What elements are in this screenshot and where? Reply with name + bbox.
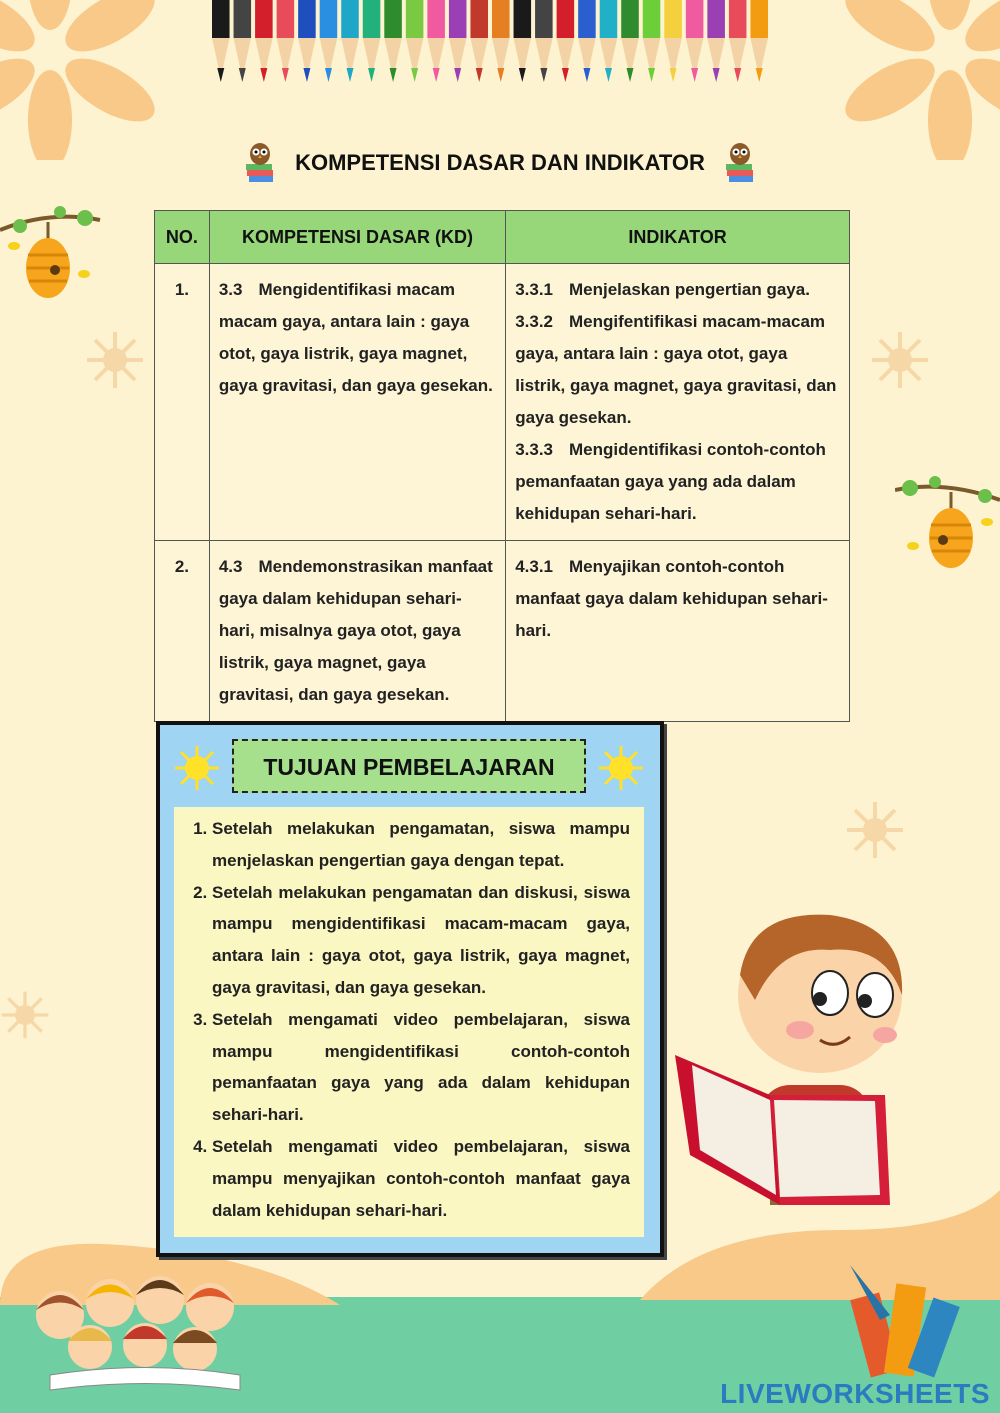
pencil-body <box>492 0 510 38</box>
pencil-tip <box>303 68 310 82</box>
pencil-tip <box>519 68 526 82</box>
flower-decoration-top-right <box>840 0 1000 160</box>
children-group <box>20 1265 270 1400</box>
faint-sun-decoration <box>845 800 905 860</box>
kd-cell <box>209 541 505 722</box>
table-row <box>155 264 850 541</box>
indicator-cell <box>506 264 850 541</box>
list-item: 3. Setelah mengamati video pembelajaran, siswa mampu mengidentifikasi contoh-contoh pemanfaatan gaya yang ada dalam kehidupan sehari-hari. <box>212 1004 630 1131</box>
pencil-body <box>234 0 252 38</box>
indicator-text: Menjelaskan pengertian gaya. <box>569 280 810 299</box>
pencil-body <box>470 0 488 38</box>
pencil-body <box>363 0 381 38</box>
pencil-body <box>707 0 725 38</box>
pencil-tip <box>433 68 440 82</box>
pencil-tip <box>605 68 612 82</box>
pencil-tip <box>648 68 655 82</box>
kd-indicator-table <box>154 210 850 722</box>
pencil-body <box>384 0 402 38</box>
kd-code: 3.3 <box>218 280 243 299</box>
pencil-tip <box>411 68 418 82</box>
row-number: 2. <box>155 541 210 722</box>
indicator-code: 4.3.1 <box>515 557 553 576</box>
sun-icon <box>174 745 220 791</box>
pencil-tip <box>476 68 483 82</box>
pencil-body <box>406 0 424 38</box>
pencil-body <box>535 0 553 38</box>
row-number: 1. <box>155 264 210 541</box>
pencil-tip <box>390 68 397 82</box>
footer-brand: LIVEWORKSHEETS <box>720 1378 990 1409</box>
pencil-tip <box>347 68 354 82</box>
pencil-body <box>729 0 747 38</box>
pencil-tip <box>691 68 698 82</box>
pencil-body <box>643 0 661 38</box>
pencil-body <box>750 0 768 38</box>
faint-sun-decoration <box>870 330 930 390</box>
pencil-body <box>557 0 575 38</box>
indicator-item <box>515 434 840 530</box>
pencil-tip <box>756 68 763 82</box>
pencil-tip <box>713 68 720 82</box>
pencil-body <box>514 0 532 38</box>
pencil-body <box>686 0 704 38</box>
tujuan-list-panel <box>174 807 644 1237</box>
indicator-cell <box>506 541 850 722</box>
pencil-body <box>298 0 316 38</box>
kd-text: Mendemonstrasikan manfaat gaya dalam kehidupan sehari-hari, misalnya gaya otot, gaya listrik, gaya magnet, gaya gravitasi, dan gaya gesekan. <box>218 557 493 704</box>
indicator-text: Mengifentifikasi macam-macam gaya, antara lain : gaya otot, gaya listrik, gaya magnet, gaya gravitasi, dan gaya gesekan. <box>515 312 837 427</box>
pencil-tip <box>325 68 332 82</box>
pencil-body <box>664 0 682 38</box>
pencil-tip <box>282 68 289 82</box>
pencil-tip <box>260 68 267 82</box>
table-row <box>155 541 850 722</box>
header-indikator: INDIKATOR <box>506 211 850 264</box>
pencil-body <box>578 0 596 38</box>
indicator-code: 3.3.3 <box>515 440 553 459</box>
header-kd: KOMPETENSI DASAR (KD) <box>209 211 505 264</box>
beehive-icon <box>0 200 105 300</box>
faint-sun-decoration <box>0 985 50 1045</box>
kd-cell <box>209 264 505 541</box>
indicator-item <box>515 551 840 647</box>
indicator-code: 3.3.2 <box>515 312 553 331</box>
section-title <box>0 140 1000 175</box>
pencil-body <box>212 0 230 38</box>
pencil-body <box>427 0 445 38</box>
pencil-tip <box>670 68 677 82</box>
pencil-body <box>600 0 618 38</box>
pencil-body <box>320 0 338 38</box>
indicator-text: Menyajikan contoh-contoh manfaat gaya dalam kehidupan sehari-hari. <box>515 557 828 640</box>
pencil-body <box>449 0 467 38</box>
kd-text: Mengidentifikasi macam macam gaya, antara lain : gaya otot, gaya listrik, gaya magnet, gaya gravitasi, dan gaya gesekan. <box>218 280 493 395</box>
kd-code: 4.3 <box>218 557 243 576</box>
list-item: 1. Setelah melakukan pengamatan, siswa mampu menjelaskan pengertian gaya dengan tepat. <box>212 813 630 877</box>
books-owl-icon <box>243 140 277 186</box>
tujuan-pembelajaran-box <box>156 721 664 1257</box>
boy-reading-book <box>670 905 915 1225</box>
pencil-tip <box>497 68 504 82</box>
pencil-tip <box>540 68 547 82</box>
pencil-tip <box>454 68 461 82</box>
pencil-tip <box>217 68 224 82</box>
page-title: KOMPETENSI DASAR DAN INDIKATOR <box>295 150 705 175</box>
colored-pencils <box>210 0 770 90</box>
faint-sun-decoration <box>85 330 145 390</box>
school-supplies-icon <box>840 1265 970 1380</box>
indicator-item <box>515 274 840 306</box>
pencil-tip <box>583 68 590 82</box>
beehive-icon <box>895 470 1000 570</box>
pencil-body <box>341 0 359 38</box>
indicator-text: Mengidentifikasi contoh-contoh pemanfaatan gaya yang ada dalam kehidupan sehari-hari. <box>515 440 826 523</box>
pencil-tip <box>734 68 741 82</box>
flower-decoration-top-left <box>0 0 160 160</box>
list-item: 2. Setelah melakukan pengamatan dan diskusi, siswa mampu mengidentifikasi macam-macam gaya, antara lain : gaya otot, gaya listrik, gaya magnet, gaya gravitasi, dan gaya gesekan. <box>212 877 630 1004</box>
pencil-tip <box>368 68 375 82</box>
indicator-code: 3.3.1 <box>515 280 553 299</box>
pencil-body <box>621 0 639 38</box>
indicator-item <box>515 306 840 434</box>
pencil-tip <box>239 68 246 82</box>
pencil-tip <box>562 68 569 82</box>
pencil-body <box>277 0 295 38</box>
pencil-tip <box>627 68 634 82</box>
tujuan-list <box>174 807 644 1226</box>
header-no: NO. <box>155 211 210 264</box>
pencil-body <box>255 0 273 38</box>
tujuan-title: TUJUAN PEMBELAJARAN <box>232 739 586 793</box>
sun-icon <box>598 745 644 791</box>
table-header-row <box>155 211 850 264</box>
list-item: 4. Setelah mengamati video pembelajaran, siswa mampu menyajikan contoh-contoh manfaat gaya dalam kehidupan sehari-hari. <box>212 1131 630 1226</box>
books-owl-icon <box>723 140 757 186</box>
